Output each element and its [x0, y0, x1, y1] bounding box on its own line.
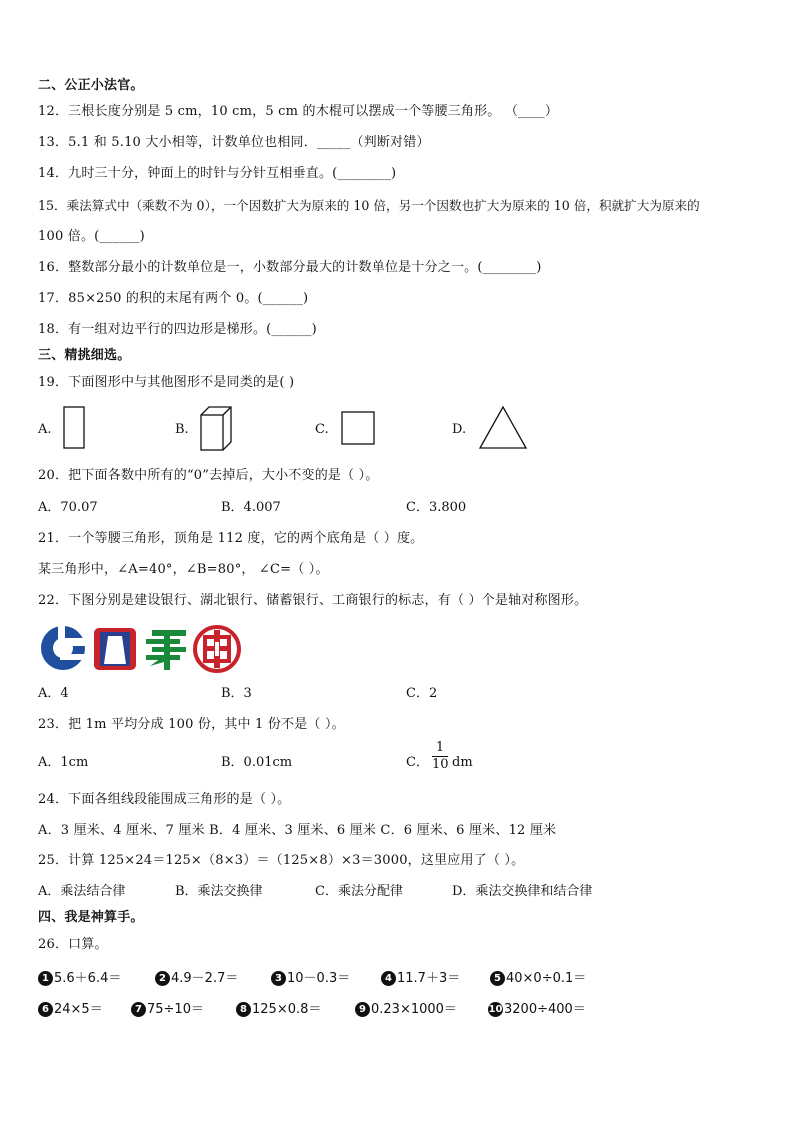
calc-item — [131, 998, 204, 1017]
circled-number: 2 — [155, 971, 170, 986]
question-18: 18．有一组对边平行的四边形是梯形。(______) — [38, 322, 317, 337]
question-17: 17．85×250 的积的末尾有两个 0。(______) — [38, 291, 309, 306]
calc-expression: 40×0÷0.1＝ — [506, 971, 587, 986]
calc-expression: 75÷10＝ — [147, 1002, 204, 1017]
q19-option-a-label: A. — [38, 422, 52, 437]
calc-item — [490, 967, 586, 986]
question-19-stem: 19．下面图形中与其他图形不是同类的是( ) — [38, 375, 295, 390]
tall-rectangle-icon — [62, 405, 88, 451]
calc-item — [155, 967, 238, 986]
question-25-stem: 25．计算 125×24＝125×（8×3）＝（125×8）×3＝3000，这里应用了（ ）。 — [38, 853, 525, 868]
calc-item — [488, 998, 586, 1017]
circled-number: 3 — [271, 971, 286, 986]
q25-option-d: D．乘法交换律和结合律 — [452, 884, 593, 899]
circled-number: 9 — [355, 1002, 370, 1017]
calc-item — [381, 967, 460, 986]
question-15-line-2: 100 倍。(______) — [38, 229, 145, 244]
q25-option-a: A．乘法结合律 — [38, 884, 126, 899]
hubei-bank-logo-icon — [92, 626, 138, 672]
fraction-numerator: 1 — [435, 740, 445, 755]
question-24-stem: 24．下面各组线段能围成三角形的是（ ）。 — [38, 792, 291, 807]
circled-number: 1 — [38, 971, 53, 986]
q23-option-b: B．0.01cm — [221, 755, 293, 770]
question-26-stem: 26．口算。 — [38, 937, 108, 952]
question-13: 13．5.1 和 5.10 大小相等，计数单位也相同．_____（判断对错） — [38, 135, 430, 150]
fraction-one-tenth — [432, 741, 448, 772]
calc-item — [38, 967, 121, 986]
ccb-logo-icon — [38, 624, 90, 672]
section-3-heading: 三、精挑细选。 — [38, 348, 131, 363]
q20-option-b: B．4.007 — [221, 500, 281, 515]
postal-savings-logo-icon — [142, 626, 190, 672]
q19-option-b-label: B. — [175, 422, 189, 437]
question-14: 14．九时三十分，钟面上的时针与分针互相垂直。(________) — [38, 166, 397, 181]
q25-option-b: B．乘法交换律 — [175, 884, 263, 899]
calc-expression: 0.23×1000＝ — [371, 1002, 457, 1017]
triangle-icon — [477, 405, 529, 451]
circled-number: 8 — [236, 1002, 251, 1017]
circled-number: 4 — [381, 971, 396, 986]
q22-option-b: B．3 — [221, 686, 252, 701]
fraction-denominator: 10 — [432, 757, 449, 772]
question-21-stem: 21．一个等腰三角形，顶角是 112 度，它的两个底角是（ ）度。 — [38, 531, 424, 546]
q23-option-c: C． — [406, 755, 429, 770]
question-22-stem: 22．下图分别是建设银行、湖北银行、储蓄银行、工商银行的标志，有（ ）个是轴对称图形。 — [38, 593, 588, 608]
calc-item — [355, 998, 457, 1017]
q24-options: A．3 厘米、4 厘米、7 厘米 B．4 厘米、3 厘米、6 厘米 C．6 厘米、6 厘米、12 厘米 — [38, 823, 557, 838]
calc-expression: 5.6＋6.4＝ — [54, 971, 122, 986]
question-23-stem: 23．把 1m 平均分成 100 份，其中 1 份不是（ ）。 — [38, 717, 345, 732]
icbc-logo-icon — [192, 624, 242, 674]
calc-item — [236, 998, 321, 1017]
question-15-line-1: 15．乘法算式中（乘数不为 0），一个因数扩大为原来的 10 倍，另一个因数也扩大为原来的 10 倍，积就扩大为原来的 — [38, 198, 700, 213]
q25-option-c: C．乘法分配律 — [315, 884, 403, 899]
q23-option-c-unit: dm — [452, 755, 473, 770]
q23-option-a: A．1cm — [38, 755, 89, 770]
calc-expression: 24×5＝ — [54, 1002, 103, 1017]
q20-option-c: C．3.800 — [406, 500, 467, 515]
q22-option-c: C．2 — [406, 686, 438, 701]
q22-option-a: A．4 — [38, 686, 69, 701]
question-12: 12．三根长度分别是 5 cm，10 cm，5 cm 的木棍可以摆成一个等腰三角形。 （____） — [38, 104, 559, 119]
circled-number: 10 — [488, 1004, 503, 1015]
square-icon — [340, 410, 378, 448]
q20-option-a: A．70.07 — [38, 500, 98, 515]
circled-number: 5 — [490, 971, 505, 986]
calc-expression: 3200÷400＝ — [504, 1002, 586, 1017]
circled-number: 6 — [38, 1002, 53, 1017]
q19-option-c-label: C. — [315, 422, 329, 437]
calc-item — [271, 967, 350, 986]
calc-item — [38, 998, 103, 1017]
circled-number: 7 — [131, 1002, 146, 1017]
section-2-heading: 二、公正小法官。 — [38, 78, 144, 93]
question-16: 16．整数部分最小的计数单位是一，小数部分最大的计数单位是十分之一。(________) — [38, 260, 542, 275]
question-20-stem: 20．把下面各数中所有的“0”去掉后，大小不变的是（ ）。 — [38, 468, 379, 483]
calc-expression: 10－0.3＝ — [287, 971, 351, 986]
calc-expression: 125×0.8＝ — [252, 1002, 322, 1017]
question-21-sub: 某三角形中，∠A=40°，∠B=80°， ∠C=（ ）。 — [38, 562, 329, 577]
calc-expression: 11.7＋3＝ — [397, 971, 461, 986]
section-4-heading: 四、我是神算手。 — [38, 910, 144, 925]
calc-expression: 4.9－2.7＝ — [171, 971, 239, 986]
cuboid-icon — [198, 405, 234, 453]
q19-option-d-label: D. — [452, 422, 467, 437]
